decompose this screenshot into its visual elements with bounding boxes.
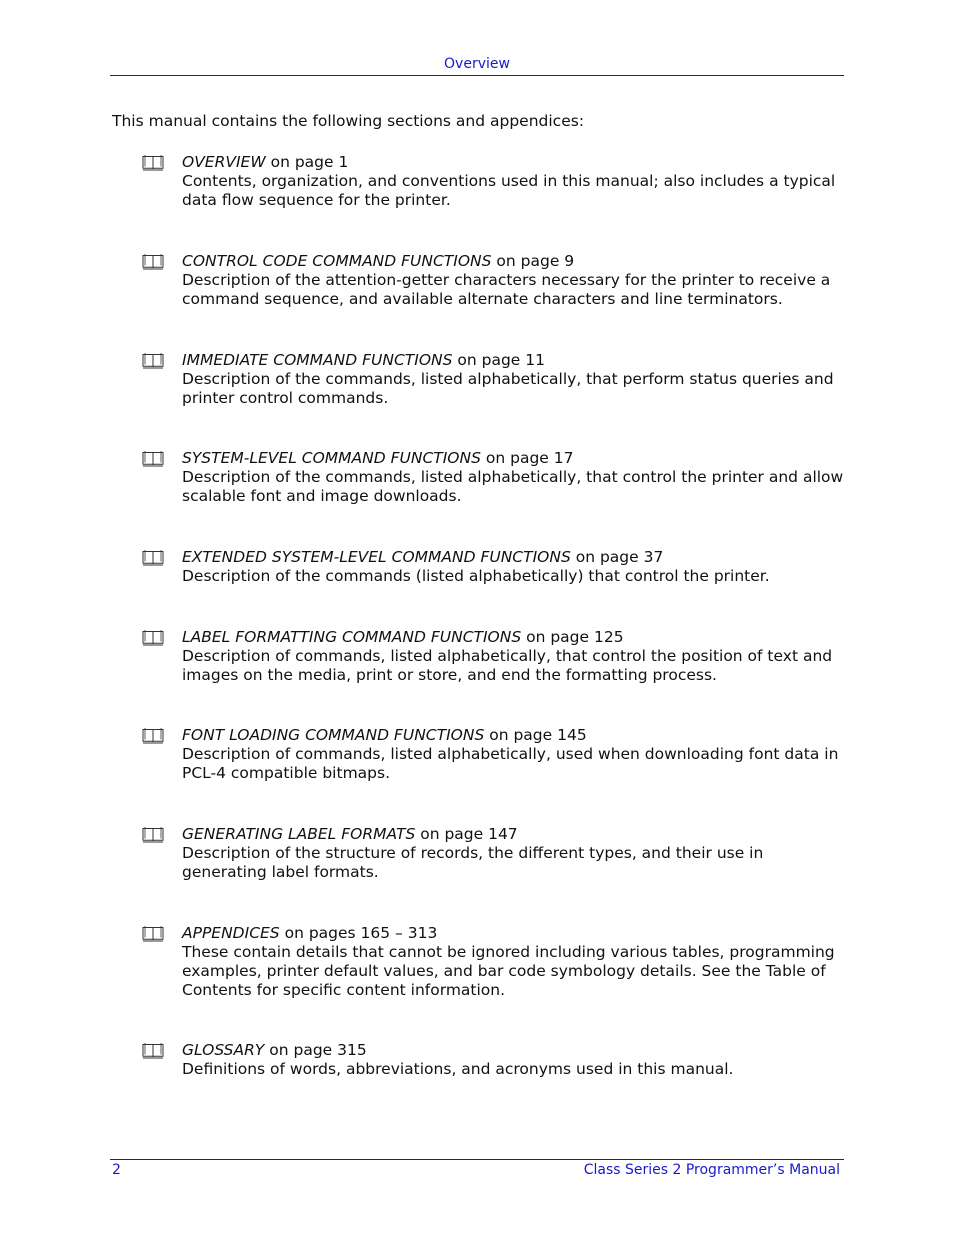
book-icon [142,352,164,369]
section-title-line [182,924,844,943]
section-title: LABEL FORMATTING COMMAND FUNCTIONS [182,628,522,646]
section-description: These contain details that cannot be ignored including various tables, programming examples, printer default values, and bar code symbology details. See the Table of Contents for specific content information. [182,943,835,999]
section-title: GLOSSARY [182,1041,265,1059]
section-title: CONTROL CODE COMMAND FUNCTIONS [182,252,492,270]
section-text [182,924,844,1000]
header-title: Overview [444,56,510,72]
section-title-line [182,252,844,271]
section-page-ref: on page 315 [264,1041,367,1059]
section-text [182,351,844,408]
section-description: Description of the structure of records, the different types, and their use in generating label formats. [182,844,764,881]
book-icon [142,826,164,843]
section-title: APPENDICES [182,924,280,942]
book-icon [142,154,164,171]
section-text [182,153,844,210]
section-title: FONT LOADING COMMAND FUNCTIONS [182,726,485,744]
section-text [182,252,844,309]
section-title-line [182,726,844,745]
book-icon [142,727,164,744]
section-description: Description of the commands, listed alphabetically, that perform status queries and printer control commands. [182,370,834,407]
section-title-line [182,449,844,468]
section-page-ref: on page 1 [265,153,349,171]
book-icon [142,549,164,566]
section-description: Description of the commands (listed alphabetically) that control the printer. [182,567,770,585]
section-text [182,825,844,882]
section-description: Contents, organization, and conventions used in this manual; also includes a typical data flow sequence for the printer. [182,172,836,209]
section-description: Description of commands, listed alphabetically, that control the position of text and images on the media, print or store, and end the formatting process. [182,647,833,684]
section-text [182,628,844,685]
section-page-ref: on page 11 [452,351,545,369]
section-page-ref: on page 145 [484,726,587,744]
section-title-line [182,548,844,567]
section-title-line [182,351,844,370]
section-text [182,1041,844,1079]
book-icon [142,450,164,467]
page-number: 2 [112,1162,121,1178]
page-header [110,55,844,76]
section-description: Description of the commands, listed alphabetically, that control the printer and allow scalable font and image downloads. [182,468,844,505]
section-page-ref: on pages 165 – 313 [279,924,438,942]
book-icon [142,629,164,646]
section-page-ref: on page 125 [521,628,624,646]
section-title-line [182,628,844,647]
section-title: SYSTEM-LEVEL COMMAND FUNCTIONS [182,449,481,467]
book-icon [142,1042,164,1059]
section-description: Description of commands, listed alphabetically, used when downloading font data in PCL-4 compatible bitmaps. [182,745,839,782]
section-title-line [182,1041,844,1060]
section-page-ref: on page 17 [480,449,574,467]
section-text [182,449,844,506]
section-text [182,726,844,783]
book-icon [142,925,164,942]
manual-title: Class Series 2 Programmer’s Manual [583,1162,840,1178]
section-description: Description of the attention-getter characters necessary for the printer to receive a command sequence, and available alternate characters and line terminators. [182,271,831,308]
book-icon [142,253,164,270]
page-footer [110,1159,844,1182]
section-title: IMMEDIATE COMMAND FUNCTIONS [182,351,453,369]
section-page-ref: on page 9 [491,252,575,270]
section-title-line [182,825,844,844]
intro-text: This manual contains the following sections and appendices: [112,112,585,130]
section-title: OVERVIEW [182,153,266,171]
section-title: GENERATING LABEL FORMATS [182,825,416,843]
section-description: Definitions of words, abbreviations, and acronyms used in this manual. [182,1060,734,1078]
section-page-ref: on page 147 [415,825,518,843]
section-page-ref: on page 37 [570,548,664,566]
section-title: EXTENDED SYSTEM-LEVEL COMMAND FUNCTIONS [182,548,571,566]
section-title-line [182,153,844,172]
section-text [182,548,844,586]
